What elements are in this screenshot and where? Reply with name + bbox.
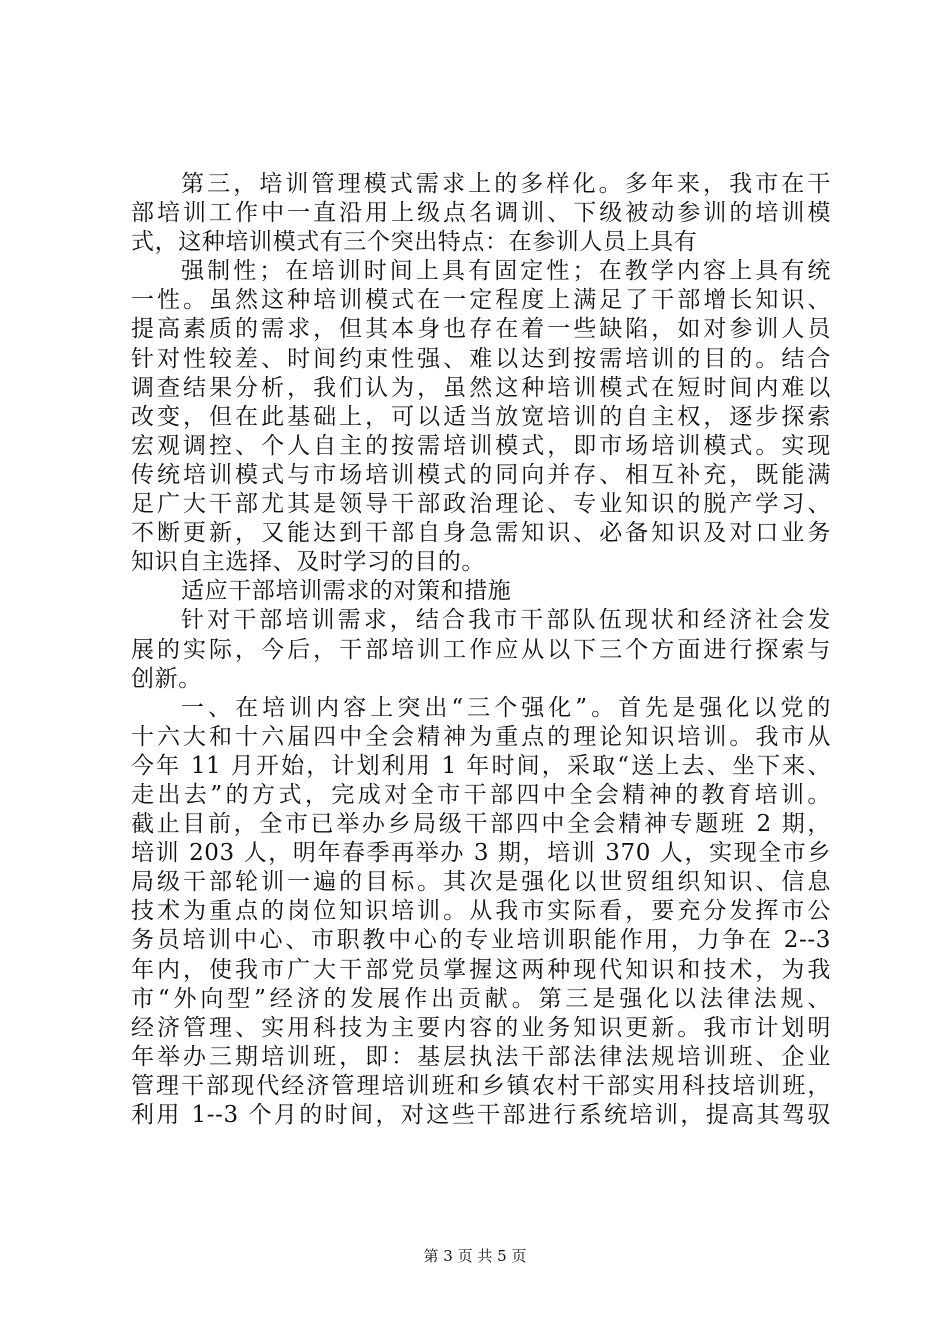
text-line: 一、在培训内容上突出“三个强化”。首先是强化以党的 bbox=[181, 694, 831, 721]
text-line: 提高素质的需求，但其本身也存在着一些缺陷，如对参训人员 bbox=[131, 316, 831, 343]
text-line: 部培训工作中一直沿用上级点名调训、下级被动参训的培训模 bbox=[131, 200, 831, 227]
text-line: 一性。虽然这种培训模式在一定程度上满足了干部增长知识、 bbox=[131, 287, 831, 314]
text-line: 展的实际，今后，干部培训工作应从以下三个方面进行探索与 bbox=[131, 636, 831, 663]
text-line: 管理干部现代经济管理培训班和乡镇农村干部实用科技培训班， bbox=[131, 1072, 831, 1099]
text-line: 年举办三期培训班，即：基层执法干部法律法规培训班、企业 bbox=[131, 1043, 831, 1070]
body-text bbox=[131, 170, 831, 1130]
text-line: 今年 11 月开始，计划利用 1 年时间，采取“送上去、坐下来、 bbox=[131, 752, 831, 779]
text-line: 培训 203 人，明年春季再举办 3 期，培训 370 人，实现全市乡 bbox=[131, 840, 831, 867]
text-line: 利用 1--3 个月的时间，对这些干部进行系统培训，提高其驾驭 bbox=[131, 1102, 831, 1128]
text-line: 截止目前，全市已举办乡局级干部四中全会精神专题班 2 期， bbox=[131, 811, 831, 838]
text-line: 针对干部培训需求，结合我市干部队伍现状和经济社会发 bbox=[181, 607, 831, 634]
text-line: 第三，培训管理模式需求上的多样化。多年来，我市在干 bbox=[181, 171, 831, 197]
text-line: 传统培训模式与市场培训模式的同向并存、相互补充，既能满 bbox=[131, 461, 831, 488]
text-line: 市“外向型”经济的发展作出贡献。第三是强化以法律法规、 bbox=[131, 985, 831, 1012]
text-line: 改变，但在此基础上，可以适当放宽培训的自主权，逐步探索 bbox=[131, 403, 831, 430]
text-line: 创新。 bbox=[131, 665, 202, 692]
text-line: 技术为重点的岗位知识培训。从我市实际看，要充分发挥市公 bbox=[131, 898, 831, 925]
text-line: 调查结果分析，我们认为，虽然这种培训模式在短时间内难以 bbox=[131, 374, 831, 401]
text-line: 年内，使我市广大干部党员掌握这两种现代知识和技术，为我 bbox=[131, 956, 831, 983]
text-line: 适应干部培训需求的对策和措施 bbox=[181, 578, 512, 605]
text-line: 知识自主选择、及时学习的目的。 bbox=[131, 549, 485, 576]
text-line: 足广大干部尤其是领导干部政治理论、专业知识的脱产学习、 bbox=[131, 491, 831, 518]
text-line: 式，这种培训模式有三个突出特点：在参训人员上具有 bbox=[131, 229, 698, 256]
text-line: 走出去”的方式，完成对全市干部四中全会精神的教育培训。 bbox=[131, 781, 831, 808]
text-line: 针对性较差、时间约束性强、难以达到按需培训的目的。结合 bbox=[131, 345, 831, 372]
text-line: 局级干部轮训一遍的目标。其次是强化以世贸组织知识、信息 bbox=[131, 869, 831, 896]
text-line: 经济管理、实用科技为主要内容的业务知识更新。我市计划明 bbox=[131, 1014, 831, 1041]
text-line: 务员培训中心、市职教中心的专业培训职能作用，力争在 2--3 bbox=[131, 927, 831, 954]
text-line: 强制性；在培训时间上具有固定性；在教学内容上具有统 bbox=[181, 258, 831, 285]
text-line: 十六大和十六届四中全会精神为重点的理论知识培训。我市从 bbox=[131, 723, 831, 750]
page-number: 第 3 页 共 5 页 bbox=[423, 1247, 527, 1265]
text-line: 宏观调控、个人自主的按需培训模式，即市场培训模式。实现 bbox=[131, 432, 831, 459]
text-line: 不断更新，又能达到干部自身急需知识、必备知识及对口业务 bbox=[131, 520, 831, 547]
